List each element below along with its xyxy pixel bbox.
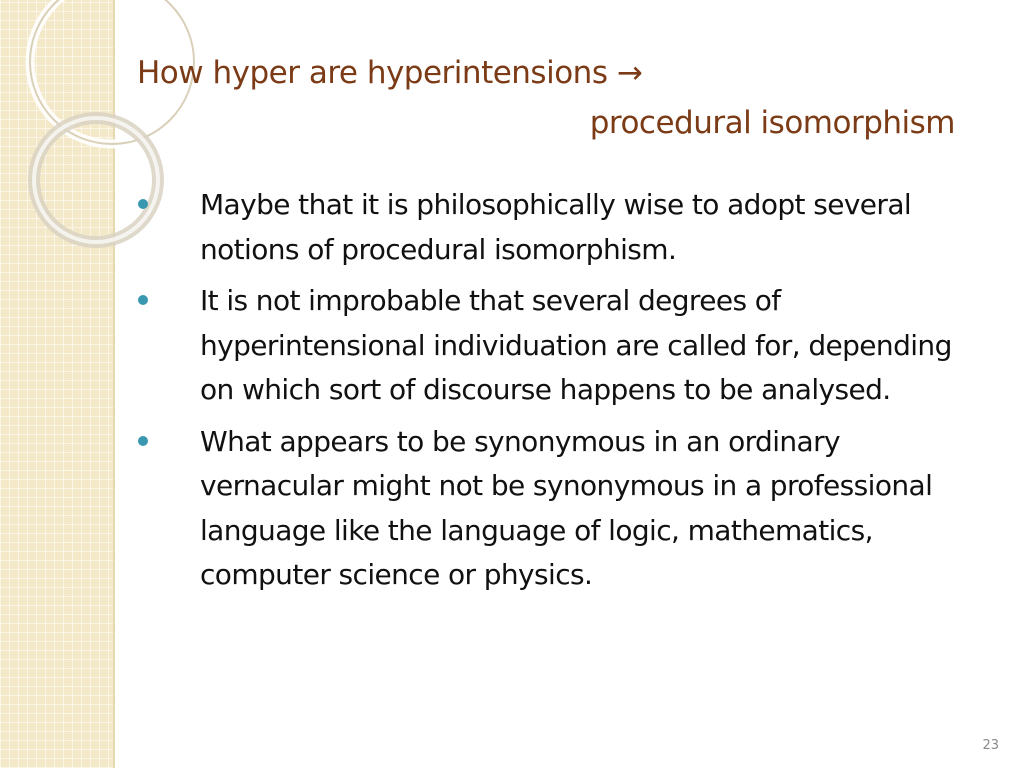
page-number: 23 bbox=[982, 738, 999, 753]
bullet-dot-icon bbox=[138, 436, 148, 446]
title-line-1: How hyper are hyperintensions → bbox=[137, 55, 643, 91]
bullet-item bbox=[136, 279, 966, 413]
slide-title bbox=[137, 48, 967, 148]
title-line-2: procedural isomorphism bbox=[589, 105, 955, 141]
bullet-item bbox=[136, 183, 966, 272]
bullet-list bbox=[136, 183, 966, 605]
bullet-dot-icon bbox=[138, 295, 148, 305]
bullet-text: Maybe that it is philosophically wise to adopt several notions of procedural isomorphism. bbox=[200, 188, 912, 266]
bullet-dot-icon bbox=[138, 199, 148, 209]
bullet-text: What appears to be synonymous in an ordinary vernacular might not be synonymous in a professional language like the language of logic, mathematics, computer science or physics. bbox=[200, 424, 933, 591]
bullet-item bbox=[136, 420, 966, 598]
bullet-text: It is not improbable that several degrees of hyperintensional individuation are called for, depending on which sort of discourse happens to be analysed. bbox=[200, 284, 952, 406]
